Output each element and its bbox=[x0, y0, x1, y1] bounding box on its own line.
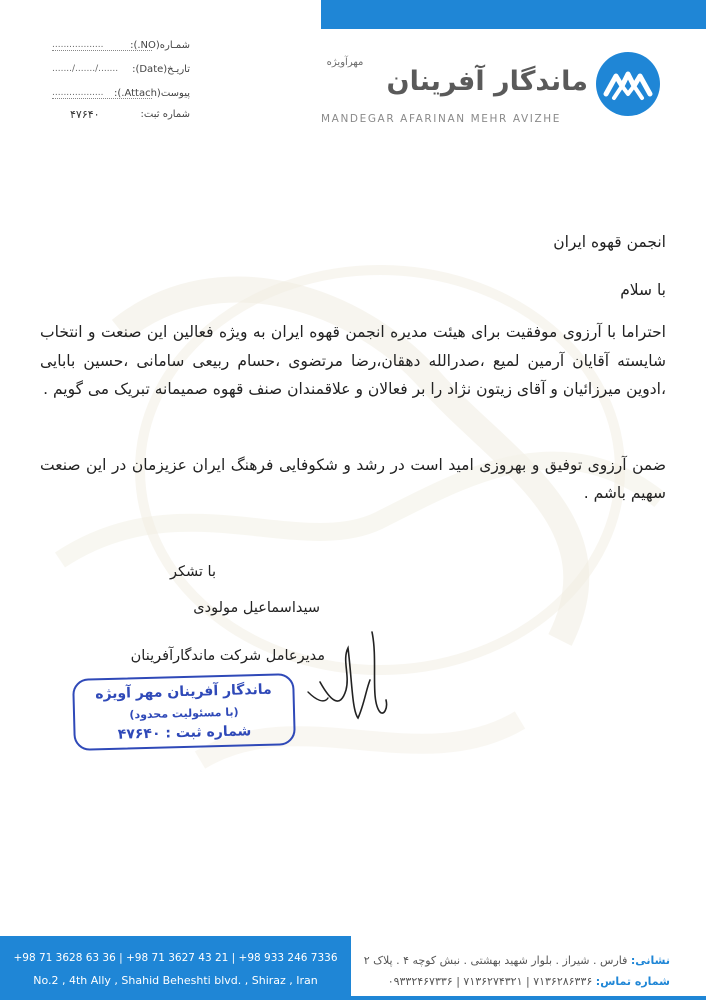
meta-registration-label: شماره ثبت: bbox=[140, 109, 190, 120]
letter-greeting: با سلام bbox=[620, 281, 666, 299]
meta-date bbox=[40, 64, 190, 80]
footer-address-label: نشانی: bbox=[630, 954, 670, 967]
meta-attachment bbox=[40, 88, 190, 104]
meta-number-value: .................. bbox=[52, 40, 152, 51]
letter-recipient: انجمن قهوه ایران bbox=[553, 233, 666, 251]
footer-address-persian bbox=[350, 954, 670, 967]
bottom-accent-strip bbox=[351, 996, 706, 1000]
meta-date-label: تاریـخ(Date): bbox=[132, 64, 190, 75]
stamp-liability: (با مسئولیت محدود) bbox=[129, 705, 239, 722]
footer-phones: +98 71 3628 63 36 | +98 71 3627 43 21 | +98 933 246 7336 bbox=[13, 952, 338, 964]
signer-title: مدیرعامل شرکت ماندگارآفرینان bbox=[130, 648, 325, 664]
company-stamp bbox=[72, 673, 296, 751]
footer-contact-bar bbox=[0, 936, 351, 1000]
company-logo-icon bbox=[596, 52, 660, 116]
stamp-company-name: ماندگار آفرینان مهر آویژه bbox=[95, 681, 272, 703]
letter-paragraph-1: احتراما با آرزوی موفقیت برای هیئت مدیره انجمن قهوه ایران به ویژه فعالین این صنعت و انتخاب شایسته آقایان آرمین لمیع ،صدرالله دهقان،رضا مرتضوی ،حسام ربیعی سامانی ،حسین بابایی ،ادوین میرزائیان و آقای زیتون نژاد را بر فعالان و علاقمندان صنف قهوه صمیمانه تبریک می گویم . bbox=[40, 323, 666, 399]
footer-address-english: No.2 , 4th Ally , Shahid Beheshti blvd. , Shiraz , Iran bbox=[33, 974, 318, 987]
brand-subtitle: مهرآویژه bbox=[326, 57, 364, 68]
handwritten-signature bbox=[300, 620, 390, 730]
meta-registration-value: ۴۷۶۴۰ bbox=[70, 108, 100, 121]
signer-name: سیداسماعیل مولودی bbox=[193, 600, 320, 616]
letter-closing: با تشکر bbox=[169, 564, 216, 580]
meta-attachment-label: پیوست(Attach.): bbox=[113, 88, 190, 99]
letter-paragraph-2: ضمن آرزوی توفیق و بهروزی امید است در رشد و شکوفایی فرهنگ ایران عزیزمان در این صنعت سهیم باشم . bbox=[40, 456, 666, 502]
footer-contact-label: شماره تماس: bbox=[595, 975, 670, 988]
meta-date-value: ......./......./....... bbox=[52, 64, 119, 74]
brand-name-english: MANDEGAR AFARINAN MEHR AVIZHE bbox=[321, 113, 561, 125]
top-accent-bar bbox=[321, 0, 706, 29]
brand-name-persian: ماندگار آفرینان bbox=[386, 66, 588, 97]
meta-attachment-value: .................. bbox=[52, 88, 152, 99]
footer-contact-persian bbox=[350, 975, 670, 988]
stamp-registration: شماره ثبت : ۴۷۶۴۰ bbox=[117, 723, 252, 743]
footer-address-value: فارس . شیراز . بلوار شهید بهشتی . نبش کوچه ۴ . پلاک ۲ bbox=[363, 954, 628, 967]
meta-number bbox=[40, 40, 190, 56]
footer-contact-value: ۷۱۳۶۲۸۶۳۳۶ | ۷۱۳۶۲۷۴۳۲۱ | ۰۹۳۳۲۴۶۷۳۳۶ bbox=[387, 975, 593, 988]
meta-number-label: شمـاره(NO.): bbox=[130, 40, 190, 51]
meta-registration bbox=[40, 109, 190, 125]
